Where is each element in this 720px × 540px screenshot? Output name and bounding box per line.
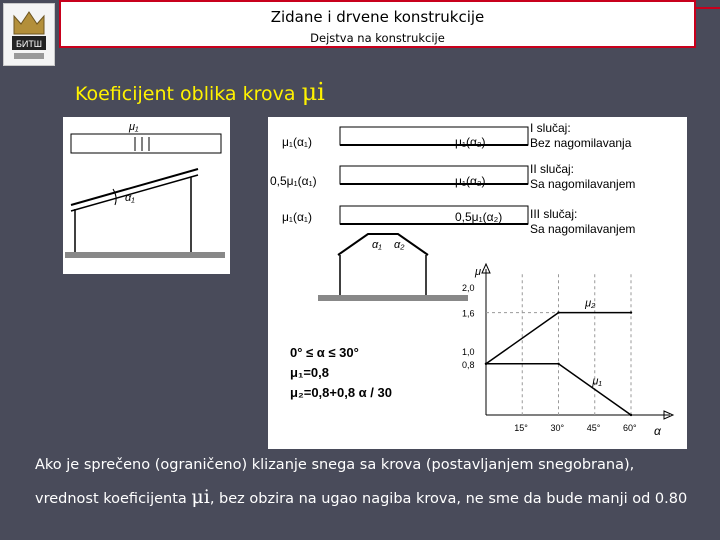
row1-label2: μ₁(α₂) [455,135,486,149]
case1-desc: Bez nagomilavanja [530,136,632,150]
figure-right [268,117,687,449]
slide-title-text: Koeficijent oblika krova [75,83,296,105]
logo-text: БИТШ [15,39,43,49]
slide-title-symbol: μi [301,78,325,106]
body-text [35,454,707,510]
row1-label: μ₁(α₁) [282,135,312,149]
chart-y-label: μ [475,266,482,278]
row3-label: μ₁(α₁) [282,210,312,224]
roof-alpha2: α₂ [394,239,405,251]
body-line-2a: vrednost koeficijenta [35,491,187,507]
chart-point-0-2 [630,311,632,313]
chart-point-1-0 [485,363,487,365]
mu-chart [462,264,673,438]
slide-title [75,78,325,106]
chart-series-0 [486,313,631,364]
body-line-1: Ako je sprečeno (ograničeno) klizanje snega sa krova (postavljanjem snegobrana), [35,457,635,473]
header-title: Zidane i drvene konstrukcije [270,8,485,26]
formula-mu1: μ₁=0,8 [290,365,329,380]
chart-y-tick-0: 2,0 [462,283,475,293]
row2-label2: μ₁(α₂) [455,174,486,188]
fig-left-alpha1: α₁ [125,192,135,204]
chart-x-tick-2: 45° [586,423,601,433]
case2-title: II slučaj: [530,162,575,176]
header-subtitle: Dejstva na konstrukcije [310,31,445,45]
chart-x-tick-3: 60° [623,423,637,433]
body-mu-symbol: μi [191,486,210,508]
formula-mu2: μ₂=0,8+0,8 α / 30 [290,385,392,400]
chart-point-0-1 [557,311,559,313]
case3-title: III slučaj: [530,207,578,221]
body-line-2 [35,486,707,510]
row3-label2: 0,5μ₁(α₂) [455,210,503,224]
chart-y-tick-3: 0,8 [462,359,475,370]
case3-desc: Sa nagomilavanjem [530,222,636,236]
header-accent-line [696,7,720,9]
chart-point-1-1 [557,363,559,365]
crown-icon [4,4,54,65]
chart-x-tick-0: 15° [514,423,528,433]
chart-point-1-2 [630,414,632,416]
chart-y-tick-2: 1,0 [462,347,475,357]
chart-x-tick-1: 30° [550,423,565,433]
roof-alpha1: α₁ [372,239,382,251]
chart-y-tick-1: 1,6 [462,308,475,319]
chart-label-mu1: μ₁ [592,375,602,388]
fig-left-mu1: μ₁ [129,121,139,133]
case2-desc: Sa nagomilavanjem [530,177,636,191]
chart-label-mu2: μ₂ [585,297,596,310]
header-box [59,0,696,48]
body-line-2b: , bez obzira na ugao nagiba krova, ne sme da bude manji od 0.80 [209,491,688,507]
formula-range: 0° ≤ α ≤ 30° [290,345,359,360]
logo [3,3,55,66]
figure-left [63,117,230,274]
case1-title: I slučaj: [530,121,571,135]
chart-x-label: α [654,424,661,438]
row2-label: 0,5μ₁(α₁) [270,174,317,188]
